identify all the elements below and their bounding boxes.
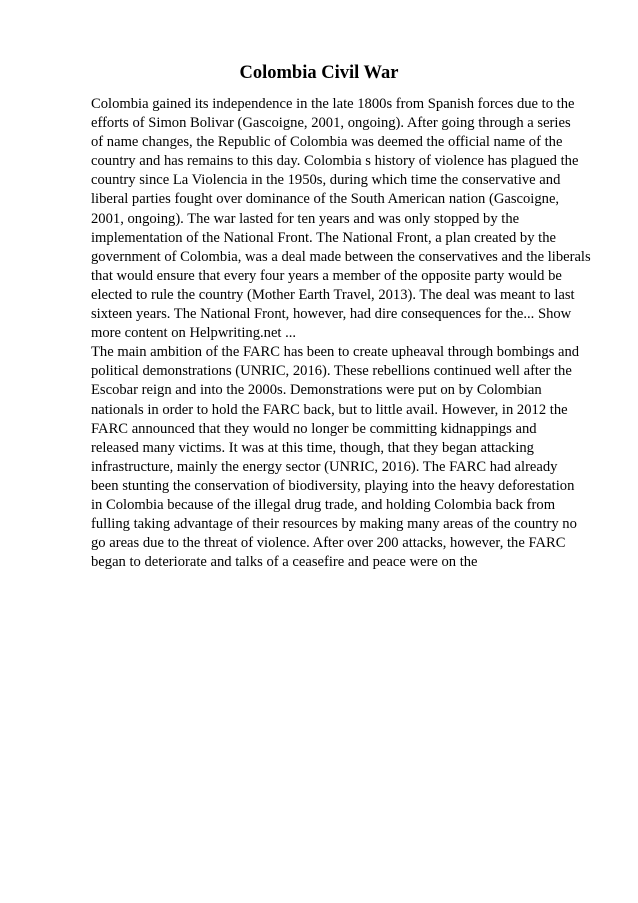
text-line: infrastructure, mainly the energy sector (UNRIC, 2016). The FARC had already — [91, 458, 558, 475]
text-line: fulling taking advantage of their resources by making many areas of the country no — [91, 516, 577, 533]
text-line: Escobar reign and into the 2000s. Demonstrations were put on by Colombian — [91, 382, 542, 399]
text-line: in Colombia because of the illegal drug trade, and holding Colombia back from — [91, 496, 556, 513]
text-line: FARC announced that they would no longer be committing kidnappings and — [91, 420, 537, 437]
text-line: sixteen years. The National Front, however, had dire consequences for the... Show — [91, 306, 572, 323]
text-line: implementation of the National Front. The National Front, a plan created by the — [91, 229, 556, 246]
text-line: liberal parties fought over dominance of the South American nation (Gascoigne, — [91, 191, 560, 208]
text-line: been stunting the conservation of biodiversity, playing into the heavy deforestation — [91, 477, 575, 494]
page-title: Colombia Civil War — [239, 63, 399, 83]
text-line: Colombia gained its independence in the late 1800s from Spanish forces due to the — [91, 96, 575, 112]
text-line: 2001, ongoing). The war lasted for ten years and was only stopped by the — [91, 210, 520, 227]
body-text — [91, 95, 631, 572]
text-line: go areas due to the threat of violence. After over 200 attacks, however, the FARC — [91, 535, 566, 552]
text-line: country and has remains to this day. Colombia s history of violence has plagued the — [91, 153, 579, 170]
show-more-line: more content on Helpwriting.net ... — [91, 325, 297, 342]
text-line: government of Colombia, was a deal made between the conservatives and the liberals — [91, 248, 591, 265]
text-line: efforts of Simon Bolivar (Gascoigne, 2001, ongoing). After going through a series — [91, 115, 571, 132]
text-line: released many victims. It was at this time, though, that they began attacking — [91, 439, 534, 456]
text-line: nationals in order to hold the FARC back, but to little avail. However, in 2012 the — [91, 401, 568, 418]
text-line: that would ensure that every four years a member of the opposite party would be — [91, 267, 562, 284]
text-line: of name changes, the Republic of Colombia was deemed the official name of the — [91, 134, 563, 151]
text-line: elected to rule the country (Mother Earth Travel, 2013). The deal was meant to last — [91, 286, 575, 303]
text-line: The main ambition of the FARC has been to create upheaval through bombings and — [91, 344, 580, 361]
text-line: country since La Violencia in the 1950s, during which time the conservative and — [91, 172, 561, 189]
text-line: began to deteriorate and talks of a ceasefire and peace were on the — [91, 554, 478, 571]
text-line: political demonstrations (UNRIC, 2016). These rebellions continued well after the — [91, 363, 572, 380]
